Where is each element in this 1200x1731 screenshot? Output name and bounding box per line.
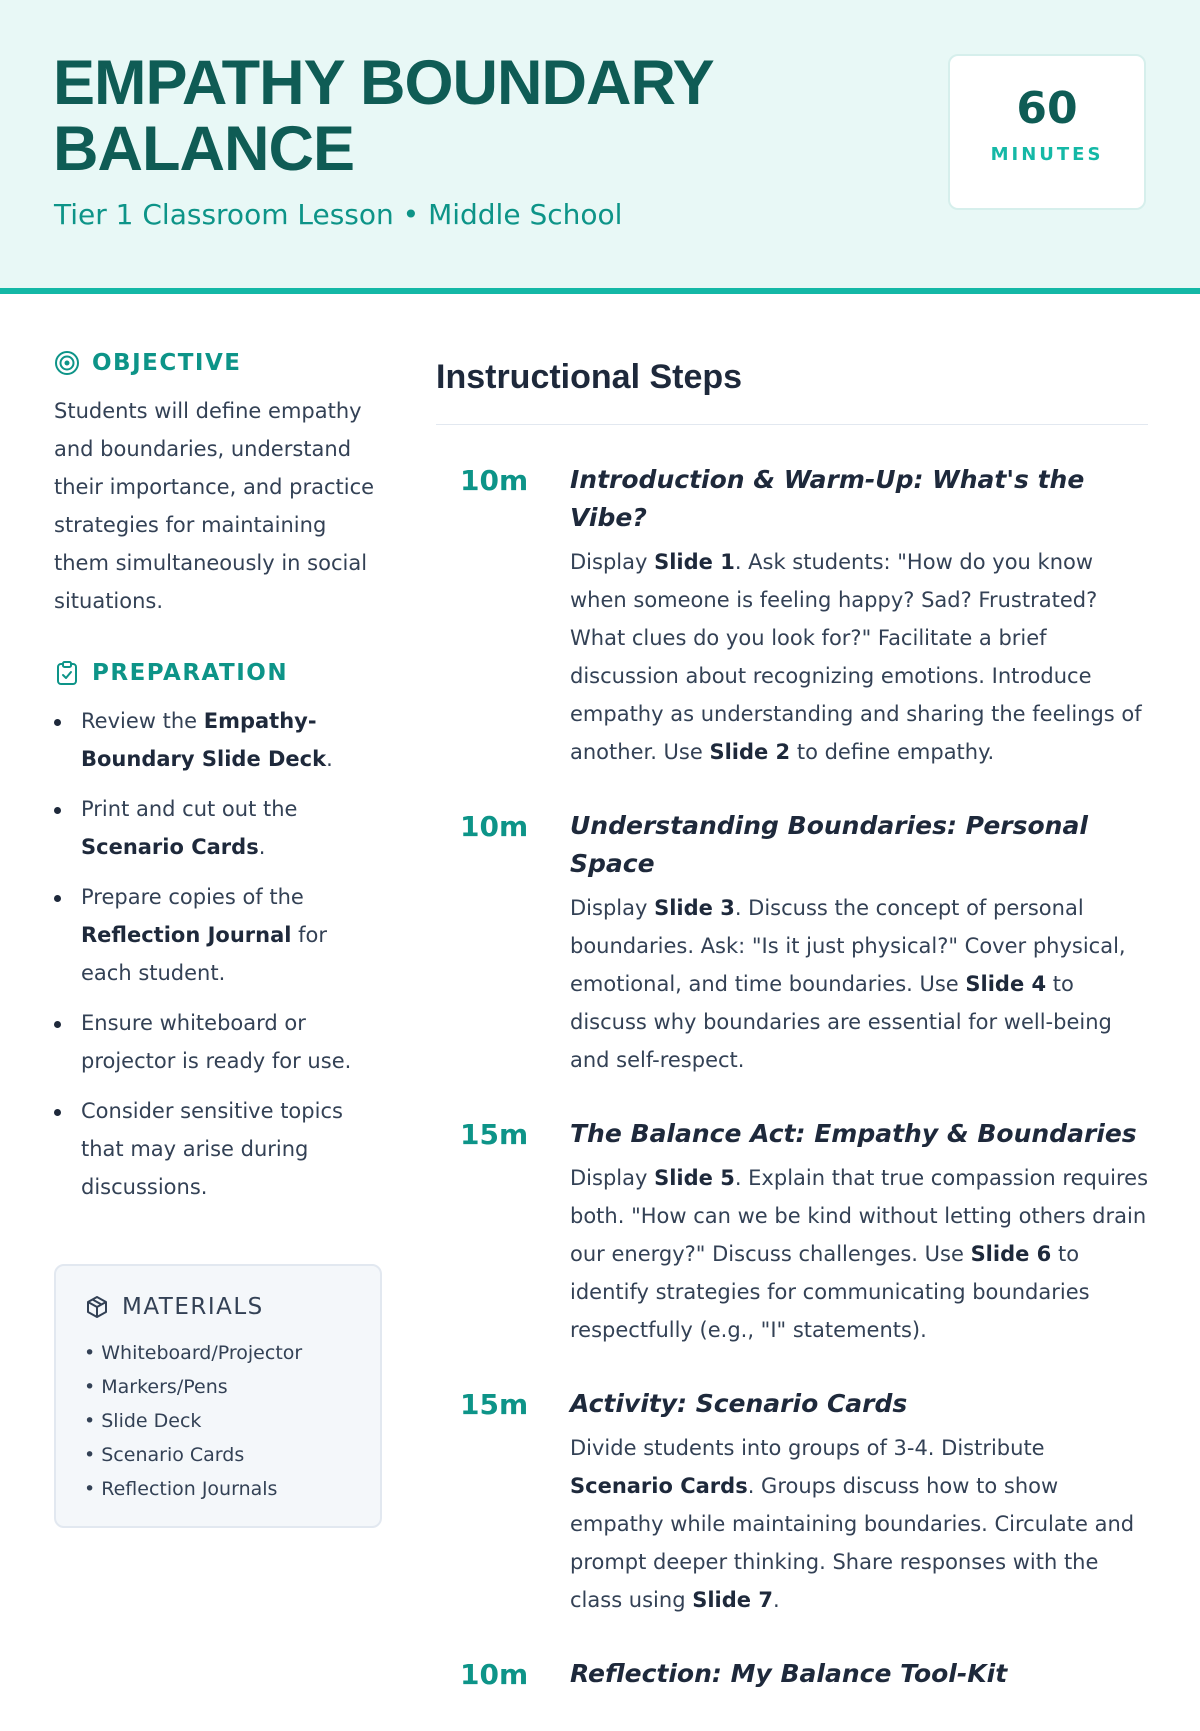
- target-icon: [54, 350, 80, 376]
- step-description: Divide students into groups of 3-4. Distribute Scenario Cards. Groups discuss how to show empathy while maintaining boundaries. Circulate and prompt deeper thinking. Share responses with the class using Slide 7.: [570, 1436, 1135, 1612]
- list-item: Ensure whiteboard or projector is ready for use.: [54, 1004, 384, 1080]
- lesson-subtitle: Tier 1 Classroom Lesson • Middle School: [54, 198, 623, 231]
- list-item: • Markers/Pens: [84, 1376, 228, 1398]
- list-item: • Whiteboard/Projector: [84, 1342, 303, 1364]
- step-title: Understanding Boundaries: Personal Space: [570, 811, 1088, 878]
- package-icon: [84, 1294, 110, 1320]
- materials-label: MATERIALS: [122, 1294, 264, 1320]
- step-description: Display Slide 3. Discuss the concept of personal boundaries. Ask: "Is it just physical?" Cover physical, emotional, and time boundaries. Use Slide 4 to discuss why boundaries are essential for well-being and self-respect.: [570, 896, 1126, 1072]
- list-item: Print and cut out the Scenario Cards.: [54, 790, 384, 866]
- step-item: [436, 1655, 1148, 1695]
- step-duration: 10m: [460, 464, 529, 497]
- duration-box: [948, 54, 1146, 210]
- preparation-label: PREPARATION: [92, 660, 289, 686]
- lesson-title: EMPATHY BOUNDARY BALANCE: [53, 48, 713, 184]
- step-description: Display Slide 1. Ask students: "How do you know when someone is feeling happy? Sad? Frustrated? What clues do you look for?" Facilitate a brief discussion about recognizing emotions. Introduce empathy as understanding and sharing the feelings of another. Use Slide 2 to define empathy.: [570, 550, 1142, 764]
- objective-text: Students will define empathy and boundaries, understand their importance, and practice strategies for maintaining them simultaneously in social situations.: [54, 399, 375, 613]
- step-title: Activity: Scenario Cards: [570, 1389, 908, 1418]
- lesson-header: [0, 0, 1200, 294]
- instructional-steps: [436, 350, 1148, 1731]
- step-item: [436, 1385, 1148, 1619]
- preparation-list: [54, 702, 384, 1206]
- steps-title: Instructional Steps: [436, 358, 743, 396]
- list-item: • Scenario Cards: [84, 1444, 245, 1466]
- list-item: Prepare copies of the Reflection Journal for each student.: [54, 878, 384, 992]
- materials-heading: [84, 1294, 380, 1320]
- objective-label: OBJECTIVE: [92, 350, 242, 376]
- preparation-heading: [54, 660, 384, 686]
- list-item: • Slide Deck: [84, 1410, 202, 1432]
- duration-unit: MINUTES: [990, 144, 1104, 165]
- list-item: Review the Empathy-Boundary Slide Deck.: [54, 702, 384, 778]
- step-duration: 15m: [460, 1388, 529, 1421]
- duration-value: 60: [1016, 83, 1078, 134]
- step-duration: 10m: [460, 810, 529, 843]
- step-item: [436, 1115, 1148, 1349]
- clipboard-check-icon: [54, 660, 80, 686]
- step-title: Reflection: My Balance Tool-Kit: [570, 1659, 1008, 1688]
- materials-list: [84, 1336, 380, 1506]
- materials-box: [54, 1264, 382, 1528]
- list-item: Consider sensitive topics that may arise during discussions.: [54, 1092, 384, 1206]
- step-item: [436, 461, 1148, 771]
- step-description: Display Slide 5. Explain that true compassion requires both. "How can we be kind without letting others drain our energy?" Discuss challenges. Use Slide 6 to identify strategies for communicating boundaries respectfully (e.g., "I" statements).: [570, 1166, 1149, 1342]
- sidebar: [54, 350, 384, 1218]
- divider: [436, 424, 1148, 425]
- step-duration: 10m: [460, 1658, 529, 1691]
- objective-heading: [54, 350, 384, 376]
- step-duration: 15m: [460, 1118, 529, 1151]
- steps-list: [436, 461, 1148, 1695]
- step-item: [436, 807, 1148, 1079]
- list-item: • Reflection Journals: [84, 1478, 278, 1500]
- step-title: Introduction & Warm-Up: What's the Vibe?: [570, 465, 1085, 532]
- step-title: The Balance Act: Empathy & Boundaries: [570, 1119, 1137, 1148]
